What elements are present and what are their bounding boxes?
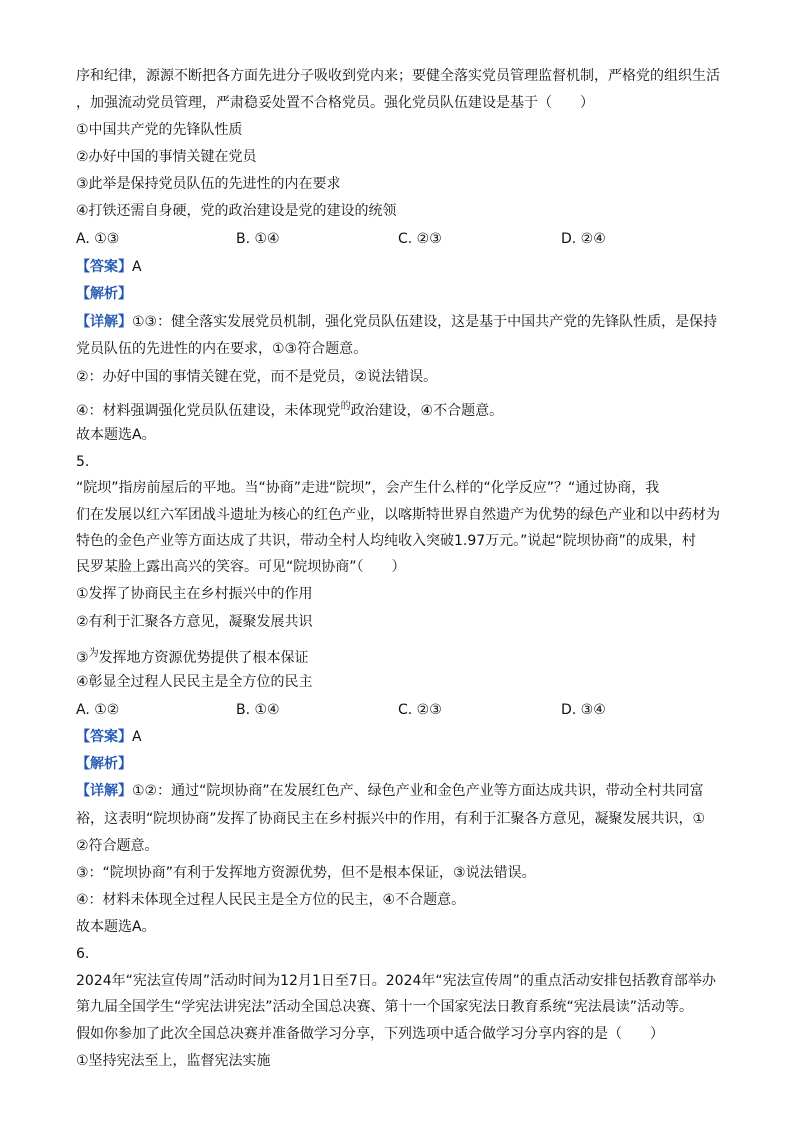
q5-answer-line xyxy=(76,728,142,746)
q6-stem-line-1: 2024年“宪法宣传周”活动时间为12月1日至7日。2024年“宪法宣传周”的重点活动安排包括教育部举办 xyxy=(76,973,716,989)
q5-item-1: ①发挥了协商民主在乡村振兴中的作用 xyxy=(76,586,313,602)
q5-detail-line-5: ④：材料未体现全过程人民民主是全方位的民主，④不合题意。 xyxy=(76,892,466,908)
q4-conclusion: 故本题选A。 xyxy=(76,427,156,443)
analysis-tag: 【解析】 xyxy=(76,756,132,772)
q5-detail-line-3: ②符合题意。 xyxy=(76,838,159,854)
detail-tag: 【详解】 xyxy=(76,314,132,330)
q4-item-4: ④打铁还需自身硬，党的政治建设是党的建设的统领 xyxy=(76,203,397,219)
q5-conclusion: 故本题选A。 xyxy=(76,919,156,935)
q4-option-b: B. ①④ xyxy=(236,231,280,247)
answer-value: A xyxy=(132,729,142,745)
answer-tag: 【答案】 xyxy=(76,729,132,745)
detail-text: 政治建设，④不合题意。 xyxy=(350,403,504,419)
answer-value: A xyxy=(132,259,142,275)
q5-option-d: D. ③④ xyxy=(561,702,606,718)
q5-analysis-line xyxy=(76,755,132,773)
q5-number: 5. xyxy=(76,454,90,470)
q4-answer-line xyxy=(76,258,142,276)
item-marker: ③ xyxy=(76,650,89,666)
q5-stem-line-4: 民罗某脸上露出高兴的笑容。可见“院坝协商”（ ） xyxy=(76,559,406,575)
q5-detail-line-2: 裕，这表明“院坝协商”发挥了协商民主在乡村振兴中的作用，有利于汇聚各方意见，凝聚发展共识，① xyxy=(76,811,706,827)
superscript-char: 的 xyxy=(340,401,351,412)
q4-stem-line-2: ，加强流动党员管理，严肃稳妥处置不合格党员。强化党员队伍建设是基于（ ） xyxy=(76,95,594,111)
q6-item-1: ①坚持宪法至上，监督宪法实施 xyxy=(76,1053,271,1069)
q5-item-4: ④彰显全过程人民民主是全方位的民主 xyxy=(76,674,313,690)
q4-detail-line-3: ②：办好中国的事情关键在党，而不是党员，②说法错误。 xyxy=(76,369,438,385)
answer-tag: 【答案】 xyxy=(76,259,132,275)
q4-option-a: A. ①③ xyxy=(76,231,120,247)
q5-detail-line-1 xyxy=(76,782,704,800)
q6-stem-line-2: 第九届全国学生“学宪法讲宪法”活动全国总决赛、第十一个国家宪法日教育系统“宪法晨读”活动等。 xyxy=(76,999,694,1015)
q4-item-3: ③此举是保持党员队伍的先进性的内在要求 xyxy=(76,176,341,192)
q5-stem-line-2: 们在发展以红六军团战斗遗址为核心的红色产业，以喀斯特世界自然遗产为优势的绿色产业和以中药材为 xyxy=(76,507,720,523)
q6-stem-line-3: 假如你参加了此次全国总决赛并准备做学习分享，下列选项中适合做学习分享内容的是（ ） xyxy=(76,1026,664,1042)
q5-item-2: ②有利于汇聚各方意见，凝聚发展共识 xyxy=(76,614,313,630)
q4-detail-line-2: 党员队伍的先进性的内在要求，①③符合题意。 xyxy=(76,341,368,357)
analysis-tag: 【解析】 xyxy=(76,286,132,302)
item-text: 发挥地方资源优势提供了根本保证 xyxy=(98,650,309,666)
q5-option-b: B. ①④ xyxy=(236,702,280,718)
q4-item-1: ①中国共产党的先锋队性质 xyxy=(76,122,243,138)
q5-stem-line-1: “院坝”指房前屋后的平地。当“协商”走进“院坝”，会产生什么样的“化学反应”？“通过协商，我 xyxy=(76,480,660,496)
detail-text: ④：材料强调强化党员队伍建设，未体现党 xyxy=(76,403,341,419)
q4-option-c: C. ②③ xyxy=(398,231,442,247)
q4-stem-line-1: 序和纪律，源源不断把各方面先进分子吸收到党内来；要健全落实党员管理监督机制，严格党的组织生活 xyxy=(76,68,720,84)
detail-tag: 【详解】 xyxy=(76,783,132,799)
q4-item-2: ②办好中国的事情关键在党员 xyxy=(76,149,257,165)
superscript-char: 为 xyxy=(88,648,99,659)
q5-option-a: A. ①② xyxy=(76,702,120,718)
detail-text: ①③：健全落实发展党员机制，强化党员队伍建设，这是基于中国共产党的先锋队性质，是保持 xyxy=(132,314,718,330)
q6-number: 6. xyxy=(76,946,90,962)
q4-detail-line-1 xyxy=(76,313,717,331)
q4-detail-line-4 xyxy=(76,398,503,420)
q4-option-d: D. ②④ xyxy=(561,231,606,247)
q4-analysis-line xyxy=(76,285,132,303)
detail-text: ①②：通过“院坝协商”在发展红色产、绿色产业和金色产业等方面达成共识，带动全村共同富 xyxy=(132,783,704,799)
q5-stem-line-3: 特色的金色产业等方面达成了共识，带动全村人均纯收入突破1.97万元。”说起“院坝协商”的成果，村 xyxy=(76,533,696,549)
q5-option-c: C. ②③ xyxy=(398,702,442,718)
q5-item-3 xyxy=(76,645,309,667)
q5-detail-line-4: ③：“院坝协商”有利于发挥地方资源优势，但不是根本保证，③说法错误。 xyxy=(76,865,536,881)
